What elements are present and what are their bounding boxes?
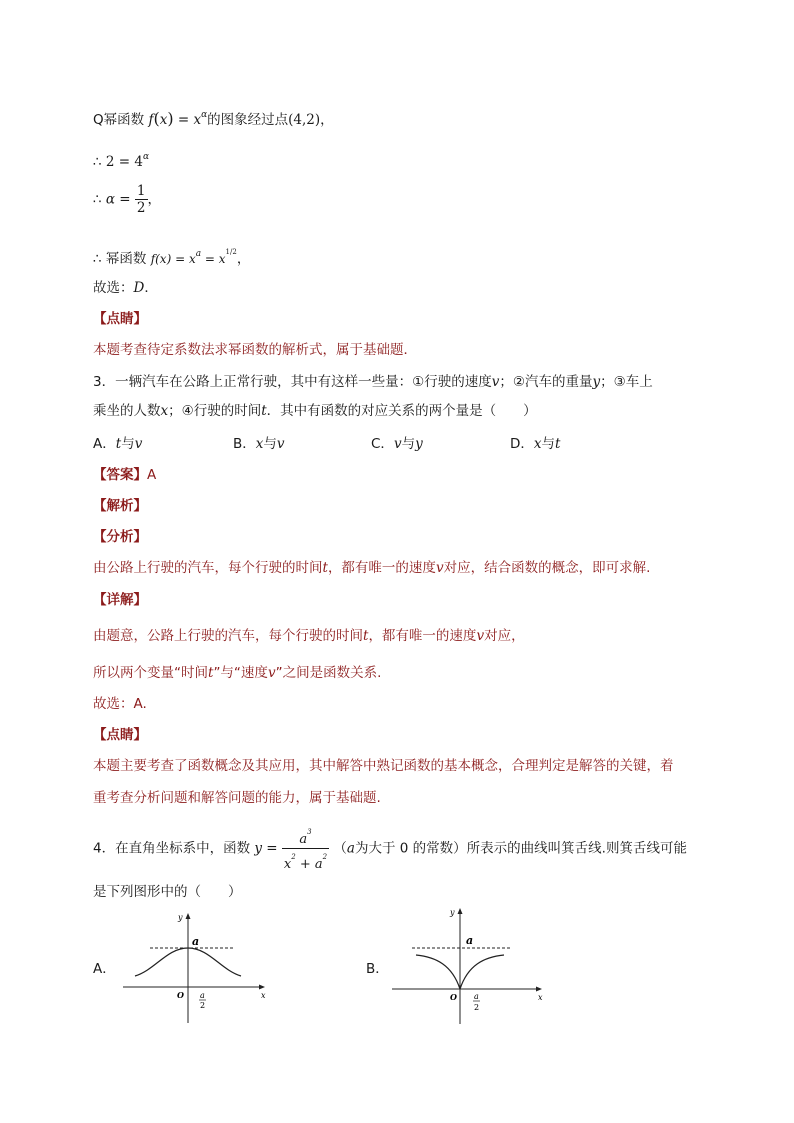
fenxi-label: 【分析】: [93, 529, 147, 545]
q4-fraction: $\frac{a^3}{x^2 + a^2}$: [282, 824, 329, 873]
proof-line-2: ∴ $2 = 4^\alpha$: [93, 152, 150, 170]
graph-a-x-label: x: [261, 991, 266, 1000]
q3-line-2: 乘坐的人数x；④行驶的时间t．其中有函数的对应关系的两个量是（ ）: [93, 403, 537, 419]
comment-label-q2: 【点睛】: [93, 311, 147, 327]
graph-b-frac-den: 2: [474, 1003, 480, 1012]
graph-a-y-label: y: [178, 913, 183, 922]
comment-label-q3: 【点睛】: [93, 727, 147, 743]
graph-a-a-label: a: [192, 935, 200, 948]
graph-b-a-label: a: [466, 934, 474, 947]
graph-b: [386, 903, 556, 1028]
comment-text-q3-2: 重考查分析问题和解答问题的能力，属于基础题.: [93, 790, 381, 806]
graph-b-y-label: y: [450, 908, 455, 917]
comment-text-q3-1: 本题主要考查了函数概念及其应用，其中解答中熟记函数的基本概念，合理判定是解答的关键，着: [93, 758, 674, 774]
comment-text-q2: 本题考查待定系数法求幂函数的解析式，属于基础题．: [93, 342, 417, 358]
option-b: B．x与v: [233, 436, 285, 452]
graph-b-frac-num: a: [474, 992, 479, 1001]
graph-b-x-arrow: [536, 987, 542, 992]
option-c: C．v与y: [371, 436, 423, 452]
choose-line-q2: 故选：D．: [93, 280, 158, 296]
graph-b-origin: O: [450, 992, 457, 1002]
q4-line-1: 4．在直角坐标系中，函数 y = $\frac{a^3}{x^2 + a^2}$ （a为大于 0 的常数）所表示的曲线叫箕舌线.则箕舌线可能: [93, 824, 687, 866]
proof-line-4: ∴ 幂函数 $f(x) = x^a = x^{1/2}$，: [93, 248, 251, 267]
graph-a-origin: O: [177, 990, 184, 1000]
q4-line-2: 是下列图形中的（ ）: [93, 884, 242, 900]
answer-line: 【答案】A: [93, 467, 157, 483]
detail-line-1: 由题意，公路上行驶的汽车，每个行驶的时间t，都有唯一的速度v对应，: [93, 628, 525, 644]
graph-a-y-arrow: [186, 913, 191, 919]
choose-line-q3: 故选：A.: [93, 696, 147, 712]
graph-b-y-arrow: [458, 908, 463, 914]
graph-a-frac-den: 2: [200, 1001, 206, 1010]
fraction-one-half: $\frac{1}{2}$: [136, 183, 146, 216]
option-a-label: A．: [93, 961, 116, 977]
graph-a: [115, 908, 275, 1028]
fenxi-text: 由公路上行驶的汽车，每个行驶的时间t，都有唯一的速度v对应，结合函数的概念，即可求解.: [93, 560, 651, 576]
graph-a-x-arrow: [259, 985, 265, 990]
option-a: A．t与v: [93, 436, 143, 452]
detail-label: 【详解】: [93, 592, 147, 608]
graph-b-x-label: x: [538, 993, 543, 1002]
option-b-label: B．: [366, 961, 389, 977]
proof-line-1: Q幂函数 $f(x) = x^\alpha$的图象经过点(4,2)，: [93, 109, 334, 128]
graph-a-frac-num: a: [200, 991, 205, 1000]
detail-line-2: 所以两个变量“时间t”与“速度v”之间是函数关系.: [93, 665, 382, 681]
analysis-label: 【解析】: [93, 498, 147, 514]
q3-line-1: 3．一辆汽车在公路上正常行驶，其中有这样一些量：①行驶的速度v；②汽车的重量y；③车上: [93, 374, 653, 390]
proof-line-3: ∴ α = $\frac{1}{2}$ ，: [93, 183, 162, 216]
option-d: D．x与t: [510, 436, 561, 452]
